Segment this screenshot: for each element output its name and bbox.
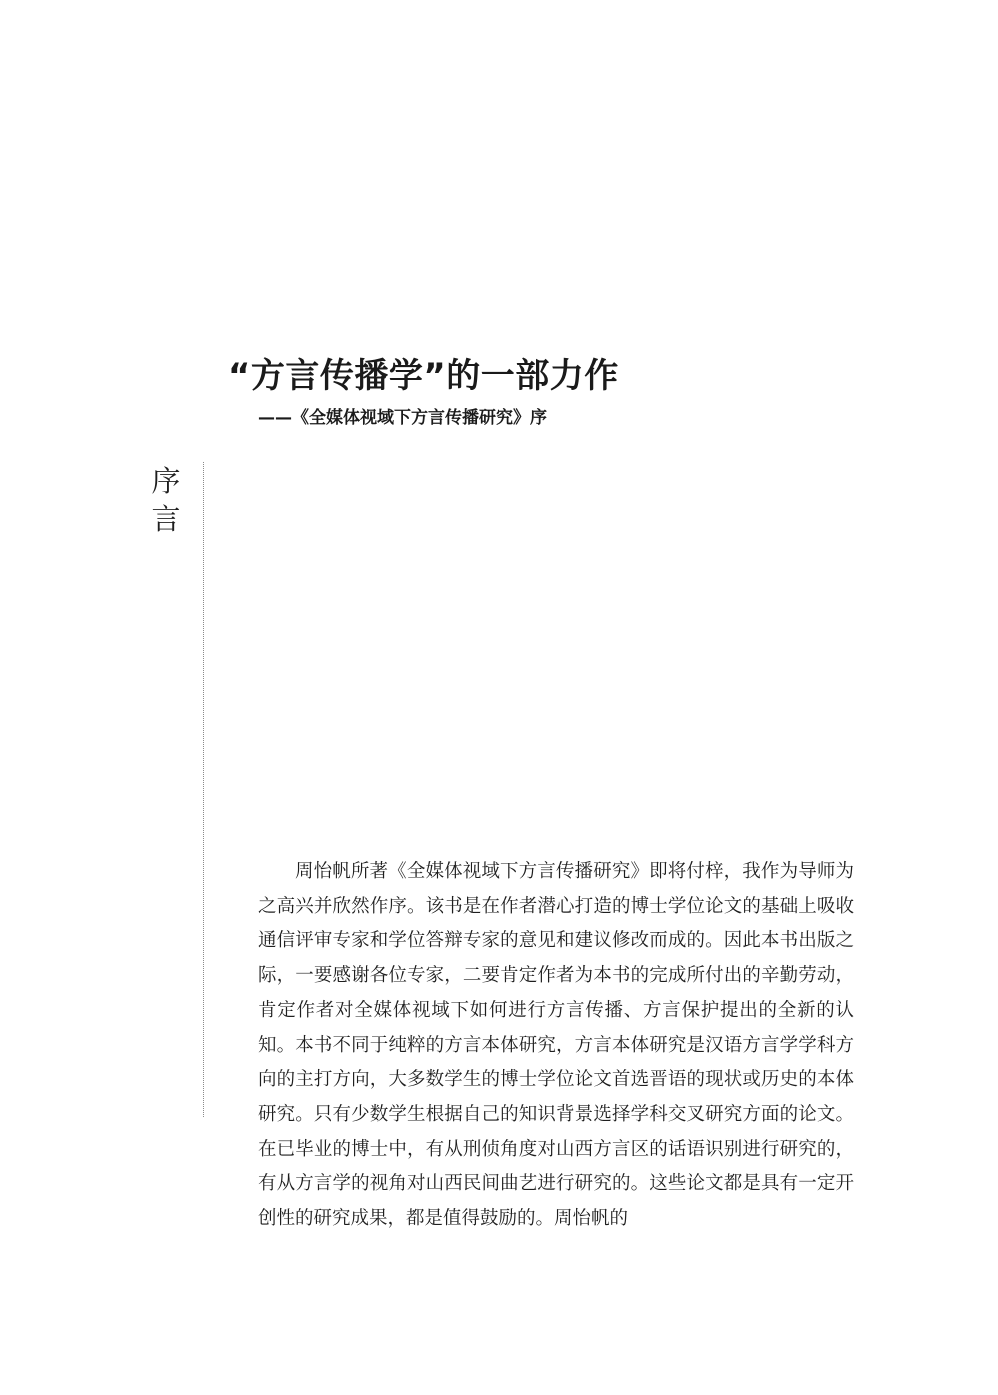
page-subtitle: ——《全媒体视域下方言传播研究》序 bbox=[258, 408, 547, 428]
page-title: “方言传播学”的一部力作 bbox=[228, 356, 619, 396]
body-paragraph: 周怡帆所著《全媒体视域下方言传播研究》即将付梓，我作为导师为之高兴并欣然作序。该书是在作者潜心打造的博士学位论文的基础上吸收通信评审专家和学位答辩专家的意见和建议修改而成的。因此本书出版之际，一要感谢各位专家，二要肯定作者为本书的完成所付出的辛勤劳动，肯定作者对全媒体视域下如何进行方言传播、方言保护提出的全新的认知。本书不同于纯粹的方言本体研究，方言本体研究是汉语方言学学科方向的主打方向，大多数学生的博士学位论文首选晋语的现状或历史的本体研究。只有少数学生根据自己的知识背景选择学科交叉研究方面的论文。在已毕业的博士中，有从刑侦角度对山西方言区的话语识别进行研究的，有从方言学的视角对山西民间曲艺进行研究的。这些论文都是具有一定开创性的研究成果，都是值得鼓励的。周怡帆的 bbox=[258, 861, 854, 1230]
section-label bbox=[146, 462, 186, 538]
vertical-dotted-divider bbox=[203, 462, 204, 1117]
section-label-char-1: 序 bbox=[151, 464, 181, 498]
section-label-char-2: 言 bbox=[151, 502, 181, 536]
